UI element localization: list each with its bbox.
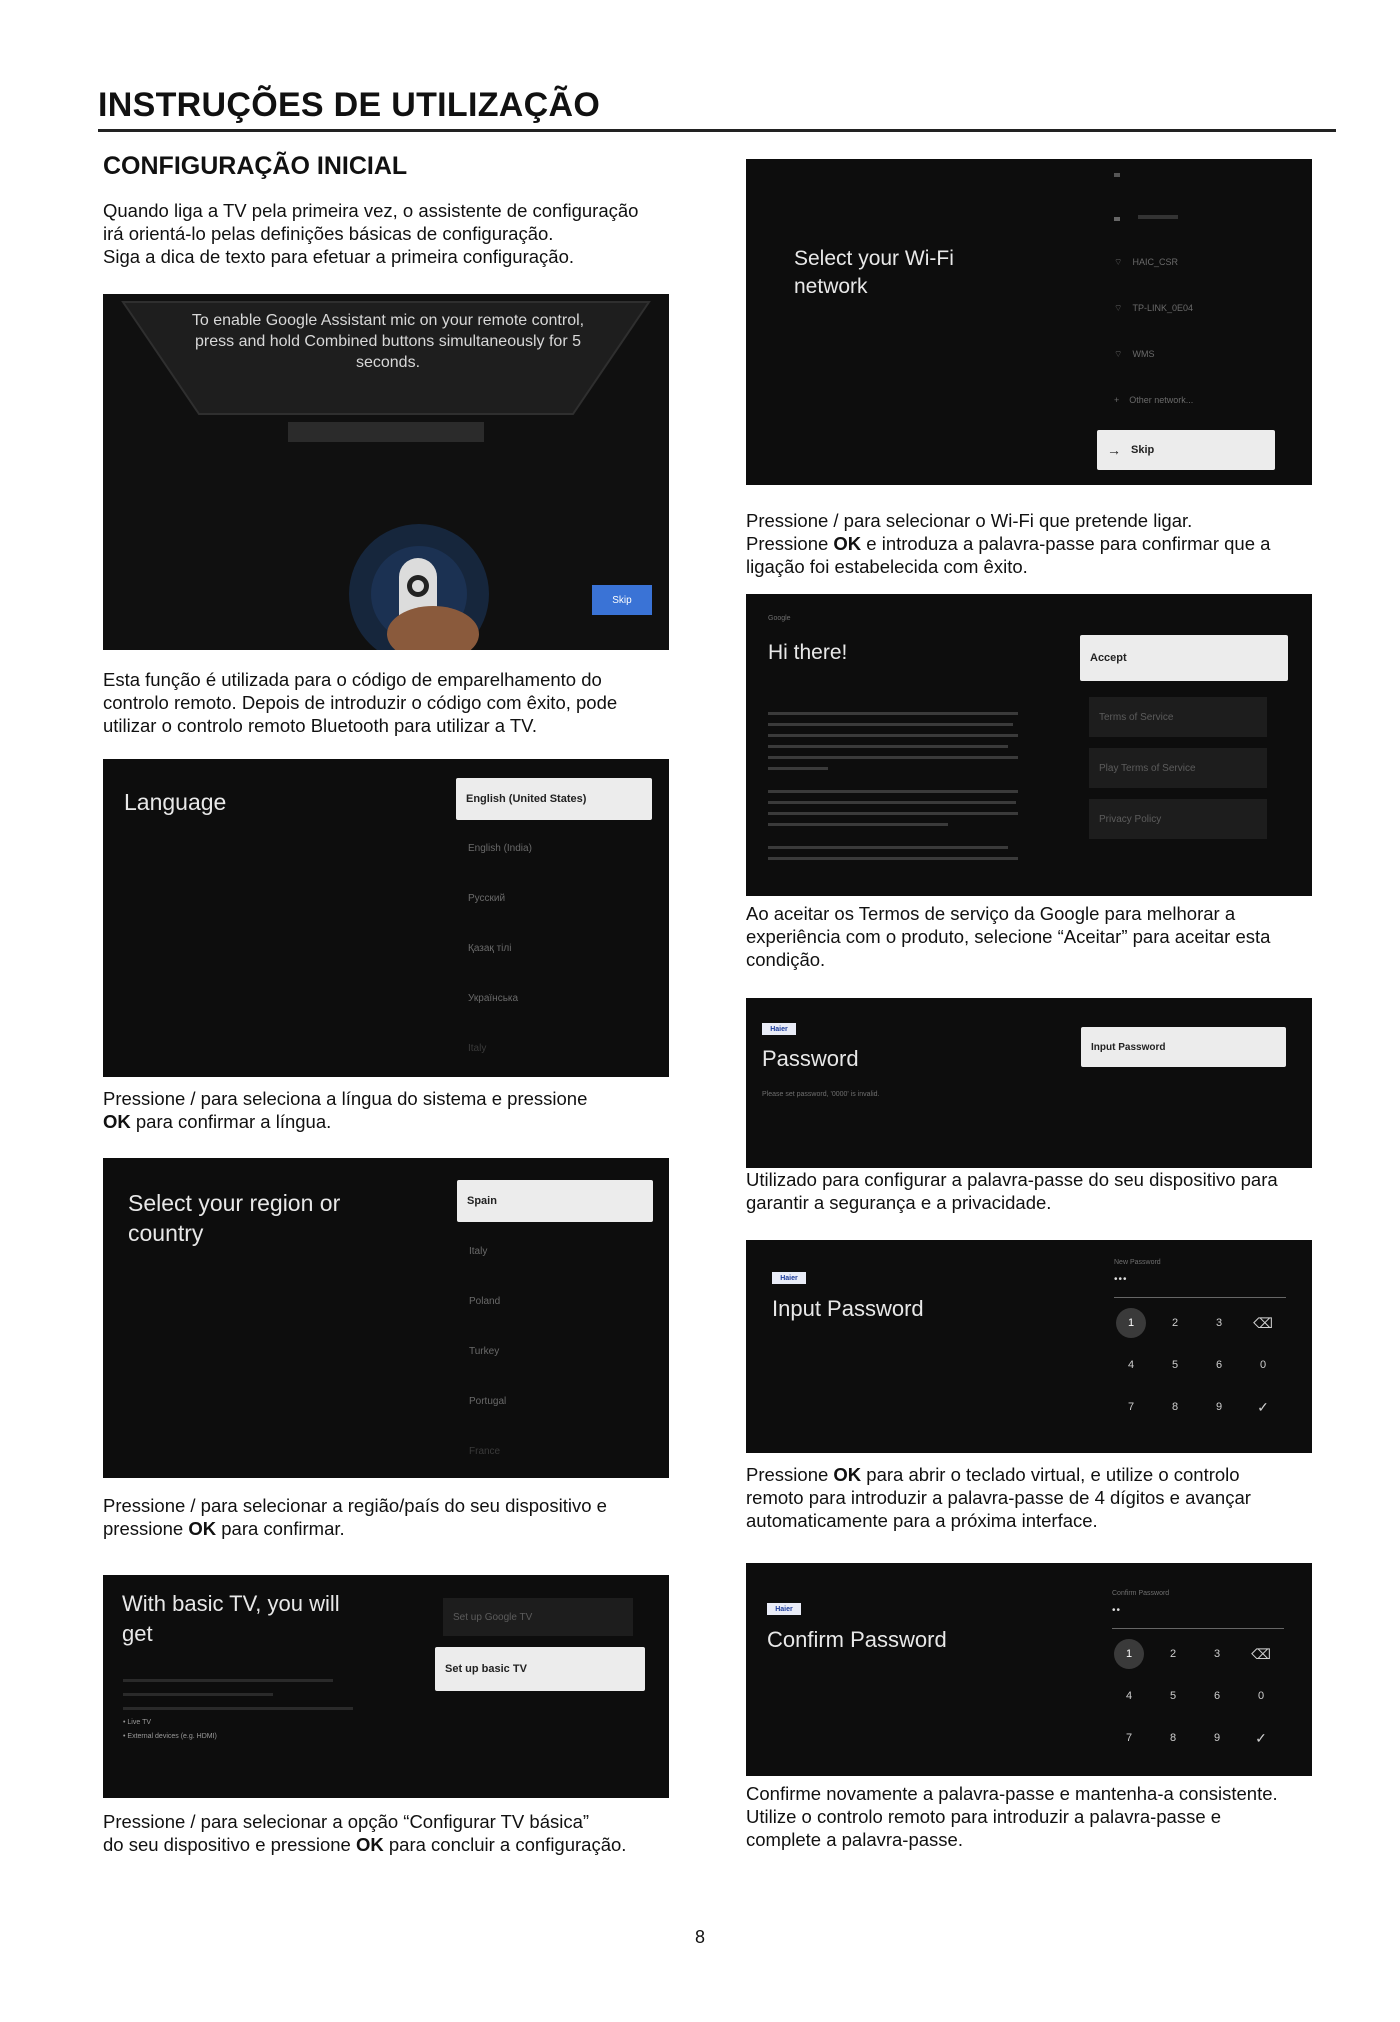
caption-line: ligação foi estabelecida com êxito. [746, 556, 1028, 577]
caption-line: complete a palavra-passe. [746, 1829, 963, 1850]
password-title: Password [762, 1046, 859, 1071]
region-option[interactable]: Poland [469, 1296, 501, 1307]
region-option[interactable]: Italy [469, 1246, 488, 1257]
caption-text: pressione [103, 1518, 189, 1539]
bullet-text: External devices (e.g. HDMI) [127, 1733, 217, 1740]
ok-key-label: OK [355, 1834, 384, 1855]
wifi-network-item[interactable]: + Other network... [1114, 395, 1194, 405]
terms-of-service-link[interactable]: Terms of Service [1089, 697, 1267, 737]
caption-line: condição. [746, 949, 826, 970]
network-name: Other network... [1129, 395, 1194, 405]
keypad-key[interactable]: 9 [1215, 1401, 1223, 1413]
caption-text: Pressione [746, 1464, 834, 1485]
confirm-password-value[interactable]: •• [1112, 1605, 1122, 1616]
password-screenshot [746, 998, 1312, 1168]
google-brand: Google [768, 615, 791, 622]
caption-text: Pressione [746, 533, 834, 554]
region-title-line: country [128, 1220, 204, 1246]
title-divider [98, 129, 1336, 132]
new-password-label: New Password [1114, 1259, 1161, 1266]
ok-key-label: OK [833, 533, 862, 554]
ok-key-label: OK [103, 1111, 131, 1132]
terms-body-line [768, 812, 1018, 815]
caption-line: remoto para introduzir a palavra-passe de 4 dígitos e avançar [746, 1487, 1251, 1508]
caption-language [103, 1087, 587, 1133]
terms-body-line [768, 712, 1018, 715]
caption-wifi [746, 509, 1270, 578]
keypad-key[interactable]: 7 [1125, 1732, 1133, 1744]
play-terms-link[interactable]: Play Terms of Service [1089, 748, 1267, 788]
basic-tv-bullets [123, 1679, 373, 1742]
input-password-screenshot [746, 1240, 1312, 1453]
ok-key-label: OK [833, 1464, 862, 1485]
intro-line: Quando liga a TV pela primeira vez, o assistente de configuração [103, 200, 639, 221]
caption-text: para confirmar. [216, 1518, 345, 1539]
arrow-right-icon: → [1107, 442, 1121, 458]
keypad-key[interactable]: 1 [1116, 1308, 1146, 1338]
checkmark-icon[interactable]: ✓ [1255, 1729, 1267, 1746]
region-screenshot [103, 1158, 669, 1478]
language-option-selected[interactable]: English (United States) [456, 778, 652, 820]
intro-line: irá orientá-lo pelas definições básicas de configuração. [103, 223, 554, 244]
region-title [128, 1188, 340, 1248]
ok-key-label: OK [188, 1518, 217, 1539]
haier-badge: Haier [767, 1603, 801, 1615]
keypad-key[interactable]: 0 [1257, 1690, 1265, 1702]
caption-input [746, 1463, 1251, 1532]
bullet-live-tv: • Live TV [123, 1719, 152, 1726]
keypad-key[interactable]: 6 [1213, 1690, 1221, 1702]
caption-line: Utilizado para configurar a palavra-passe do seu dispositivo para [746, 1169, 1278, 1190]
assistant-message: To enable Google Assistant mic on your remote control, press and hold Combined buttons simultaneously for 5 seconds. [191, 312, 585, 371]
wifi-screenshot [746, 159, 1312, 485]
network-name: WMS [1132, 349, 1155, 359]
network-name: TP-LINK_0E04 [1132, 303, 1193, 313]
region-option[interactable]: Turkey [469, 1346, 500, 1357]
assistant-screenshot [103, 294, 669, 650]
password-underline [1112, 1628, 1284, 1629]
haier-badge: Haier [772, 1272, 806, 1284]
terms-body-line [768, 790, 1018, 793]
terms-body-line [768, 801, 1016, 804]
intro-text [103, 199, 638, 268]
confirm-password-screenshot [746, 1563, 1312, 1776]
caption-text: para concluir a configuração. [383, 1834, 627, 1855]
wifi-title-line: Select your Wi-Fi [794, 247, 954, 270]
setup-google-tv-option[interactable]: Set up Google TV [443, 1598, 633, 1636]
faded-network [1138, 215, 1178, 219]
bullet-text: Live TV [127, 1719, 152, 1726]
terms-screenshot [746, 594, 1312, 896]
wifi-skip-button[interactable] [1097, 430, 1275, 470]
page-number: 8 [694, 1927, 705, 1947]
caption-confirm [746, 1782, 1278, 1851]
input-password-button[interactable]: Input Password [1081, 1027, 1286, 1067]
language-screenshot [103, 759, 669, 1077]
bullet-external-devices: • External devices (e.g. HDMI) [123, 1733, 217, 1740]
terms-body-line [768, 823, 948, 826]
haier-badge: Haier [762, 1023, 796, 1035]
caption-line: Confirme novamente a palavra-passe e mantenha-a consistente. [746, 1783, 1278, 1804]
intro-line: Siga a dica de texto para efetuar a primeira configuração. [103, 246, 575, 267]
keypad-key[interactable]: 8 [1171, 1401, 1179, 1413]
wifi-network-item[interactable]: ⌔ TP-LINK_0E04 [1114, 303, 1193, 313]
caption-text: para confirmar a língua. [130, 1111, 332, 1132]
terms-body [768, 712, 1028, 860]
keypad-key[interactable]: 4 [1127, 1359, 1135, 1371]
terms-body-line [768, 857, 1018, 860]
caption-line: Ao aceitar os Termos de serviço da Google para melhorar a [746, 903, 1236, 924]
network-name: HAIC_CSR [1132, 257, 1178, 267]
keypad-key[interactable]: 3 [1215, 1317, 1223, 1329]
password-underline [1114, 1297, 1286, 1298]
terms-body-line [768, 756, 1018, 759]
keypad-key[interactable]: 5 [1171, 1359, 1179, 1371]
region-option[interactable]: France [469, 1446, 501, 1457]
caption-line: Pressione / para selecionar a opção “Configurar TV básica” [103, 1811, 590, 1832]
keypad-key[interactable]: 1 [1114, 1639, 1144, 1669]
caption-line: Utilize o controlo remoto para introduzir a palavra-passe e [746, 1806, 1222, 1827]
caption-text: do seu dispositivo e pressione [103, 1834, 356, 1855]
skip-label: Skip [1131, 444, 1155, 456]
basic-tv-title-line: With basic TV, you will [122, 1591, 340, 1616]
terms-title: Hi there! [768, 641, 848, 664]
caption-region [103, 1494, 607, 1540]
caption-text: para abrir o teclado virtual, e utilize o controlo [861, 1464, 1240, 1485]
basic-tv-title-line: get [122, 1621, 153, 1646]
caption-line: Pressione / para selecionar o Wi-Fi que pretende ligar. [746, 510, 1193, 531]
terms-body-line [768, 745, 1008, 748]
checkmark-icon[interactable]: ✓ [1257, 1398, 1269, 1415]
caption-pairing [103, 668, 617, 737]
language-option[interactable]: Українська [468, 993, 519, 1004]
region-title-line: Select your region or [128, 1190, 341, 1216]
wifi-title [794, 245, 954, 301]
language-title: Language [124, 789, 227, 815]
language-option[interactable]: English (India) [468, 843, 532, 854]
region-option-selected[interactable]: Spain [457, 1180, 653, 1222]
setup-basic-tv-button[interactable]: Set up basic TV [435, 1647, 645, 1691]
confirm-password-title: Confirm Password [767, 1627, 947, 1652]
caption-line: controlo remoto. Depois de introduzir o código com êxito, pode [103, 692, 618, 713]
basic-tv-title [122, 1589, 340, 1649]
language-option[interactable]: Русский [468, 893, 506, 904]
terms-body-line [768, 734, 1018, 737]
wifi-signal-icon [1114, 173, 1120, 177]
basic-tv-screenshot [103, 1575, 669, 1798]
keypad-key[interactable]: 9 [1213, 1732, 1221, 1744]
input-password-title: Input Password [772, 1296, 924, 1321]
caption-line: Pressione / para selecionar a região/país do seu dispositivo e [103, 1495, 607, 1516]
caption-line: utilizar o controlo remoto Bluetooth para utilizar a TV. [103, 715, 537, 736]
keypad-key[interactable]: 6 [1215, 1359, 1223, 1371]
password-hint: Please set password, '0000' is invalid. [762, 1091, 880, 1098]
privacy-policy-link[interactable]: Privacy Policy [1089, 799, 1267, 839]
wifi-title-line: network [794, 275, 868, 298]
caption-line: automaticamente para a próxima interface. [746, 1510, 1098, 1531]
wifi-network-item[interactable]: ⌔ WMS [1114, 349, 1155, 359]
region-option[interactable]: Portugal [469, 1396, 507, 1407]
keypad-key[interactable]: 2 [1169, 1648, 1177, 1660]
language-option[interactable]: Italy [468, 1043, 487, 1054]
caption-basic [103, 1810, 626, 1856]
new-password-value[interactable]: ••• [1114, 1274, 1128, 1285]
backspace-icon[interactable]: ⌫ [1251, 1645, 1271, 1662]
caption-password [746, 1168, 1278, 1214]
skip-button[interactable]: Skip [592, 585, 652, 615]
keypad-key[interactable]: 2 [1171, 1317, 1179, 1329]
caption-line: Pressione / para seleciona a língua do sistema e pressione [103, 1088, 588, 1109]
keypad-key[interactable]: 7 [1127, 1401, 1135, 1413]
caption-text: e introduza a palavra-passe para confirmar que a [861, 533, 1271, 554]
faded-bullet [123, 1693, 273, 1696]
wifi-signal-icon [1114, 217, 1120, 221]
caption-terms [746, 902, 1270, 971]
terms-body-line [768, 846, 1008, 849]
keypad-key[interactable]: 8 [1169, 1732, 1177, 1744]
keypad-key[interactable]: 3 [1213, 1648, 1221, 1660]
section-title: CONFIGURAÇÃO INICIAL [103, 152, 408, 180]
caption-line: experiência com o produto, selecione “Aceitar” para aceitar esta [746, 926, 1271, 947]
caption-line: Esta função é utilizada para o código de emparelhamento do [103, 669, 602, 690]
confirm-password-label: Confirm Password [1112, 1590, 1170, 1597]
faded-bullet [123, 1679, 333, 1682]
caption-line: garantir a segurança e a privacidade. [746, 1192, 1052, 1213]
keypad-key[interactable]: 0 [1259, 1359, 1267, 1371]
page-title: INSTRUÇÕES DE UTILIZAÇÃO [98, 86, 601, 124]
keypad-key[interactable]: 4 [1125, 1690, 1133, 1702]
accept-button[interactable]: Accept [1080, 635, 1288, 681]
backspace-icon[interactable]: ⌫ [1253, 1314, 1273, 1331]
wifi-network-item[interactable]: ⌔ HAIC_CSR [1114, 257, 1178, 267]
terms-body-line [768, 767, 828, 770]
terms-body-line [768, 723, 1013, 726]
language-option[interactable]: Қазақ тілі [468, 943, 512, 954]
keypad-key[interactable]: 5 [1169, 1690, 1177, 1702]
faded-bullet [123, 1707, 353, 1710]
